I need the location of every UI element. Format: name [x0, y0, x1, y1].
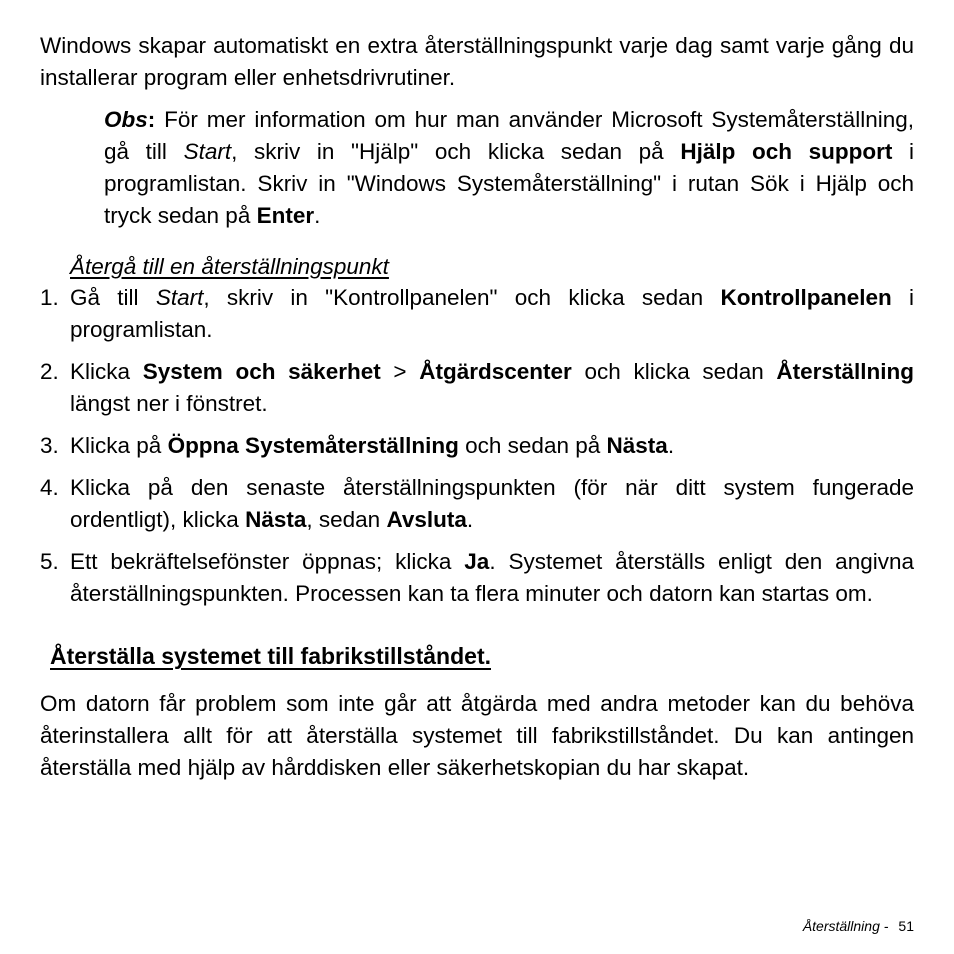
note-help: Hjälp och support	[680, 139, 893, 164]
step-number: 3.	[40, 433, 59, 458]
list-item	[40, 546, 914, 610]
step-span: längst ner i fönstret.	[70, 391, 268, 416]
step-start: Start	[155, 285, 204, 310]
note-text-2: , skriv in "Hjälp" och klicka sedan på	[231, 139, 681, 164]
note-text-3: i programlistan. Skriv in "Windows Systemåterställning" i rutan Sök i Hjälp och tryck sedan på	[104, 139, 915, 228]
step-text	[70, 356, 914, 420]
step-bold: Kontrollpanelen	[720, 285, 892, 310]
step-span: >	[380, 359, 420, 384]
step-span: och klicka sedan	[571, 359, 777, 384]
step-bold: Åtgärdscenter	[419, 359, 572, 384]
step-span: Ett bekräftelsefönster öppnas; klicka	[70, 549, 465, 574]
step-number: 1.	[40, 285, 59, 310]
step-number: 2.	[40, 359, 59, 384]
step-span: , skriv in "Kontrollpanelen" och klicka sedan	[203, 285, 721, 310]
step-span: , sedan	[306, 507, 387, 532]
note-colon: :	[147, 107, 156, 132]
intro-paragraph: Windows skapar automatiskt en extra återställningspunkt varje dag samt varje gång du installerar program eller enhetsdrivrutiner.	[40, 33, 914, 90]
list-item	[40, 430, 914, 462]
step-span: Klicka på den senaste återställningspunkten (för när ditt system fungerade ordentligt), klicka	[70, 475, 914, 532]
note-enter: Enter	[256, 203, 315, 228]
step-bold: Återställning	[776, 359, 914, 384]
body-paragraph: Om datorn får problem som inte går att åtgärda med andra metoder kan du behöva återinstallera allt för att återställa systemet till fabrikstillståndet. Du kan antingen återställa med hjälp av hårddisken eller säkerhetskopian du har skapat.	[40, 691, 914, 780]
step-number: 4.	[40, 475, 59, 500]
step-span: .	[667, 433, 675, 458]
step-text	[70, 472, 914, 536]
list-item	[40, 472, 914, 536]
step-span: Gå till	[70, 285, 156, 310]
note-start: Start	[183, 139, 232, 164]
step-bold: Ja	[464, 549, 490, 574]
note-paragraph	[104, 104, 914, 232]
step-bold: System och säkerhet	[142, 359, 381, 384]
step-text	[70, 430, 914, 462]
step-span: .	[466, 507, 474, 532]
step-bold: Öppna Systemåterställning	[167, 433, 459, 458]
step-span: Klicka på	[70, 433, 168, 458]
step-span: . Systemet återställs enligt den angivna återställningspunkten. Processen kan ta flera minuter och datorn kan startas om.	[70, 549, 914, 606]
note-text-1: För mer information om hur man använder Microsoft Systemåterställning, gå till	[104, 107, 914, 164]
step-span: i programlistan.	[70, 285, 915, 342]
list-item	[40, 282, 914, 346]
section-heading: Återställa systemet till fabrikstillståndet.	[50, 643, 491, 669]
step-bold: Nästa	[245, 507, 307, 532]
step-bold: Nästa	[606, 433, 668, 458]
step-number: 5.	[40, 549, 59, 574]
step-bold: Avsluta	[386, 507, 467, 532]
document-page	[40, 30, 914, 784]
list-item	[40, 356, 914, 420]
footer-section: Återställning -	[802, 918, 889, 934]
subheading: Återgå till en återställningspunkt	[70, 254, 389, 279]
page-footer	[803, 916, 914, 936]
step-span: Klicka	[70, 359, 143, 384]
note-text-4: .	[314, 203, 321, 228]
step-text	[70, 546, 914, 610]
page-number: 51	[898, 918, 914, 934]
note-label: Obs	[104, 107, 148, 132]
steps-list	[40, 282, 914, 610]
step-text	[70, 282, 914, 346]
step-span: och sedan på	[458, 433, 607, 458]
